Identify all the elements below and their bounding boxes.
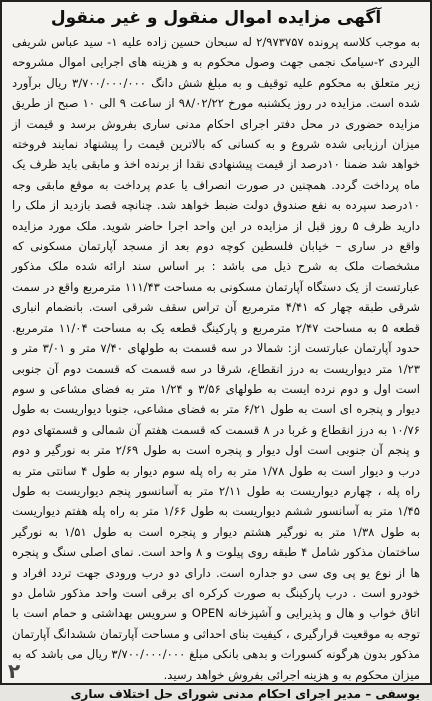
notice-signature: یوسفی – مدیر اجرای احکام مدنی شورای حل اختلاف ساری <box>70 687 420 701</box>
notice-body: به موجب کلاسه پرونده ۲/۹۷۳۷۵۷ له سبحان حسین زاده علیه ۱- سید عباس شریفی الیردی ۲-سیامک نجمی جهت وصول محکوم به و هزینه های اجرایی اموال مشروحه زیر متعلق به محکوم علیه توقیف و به مبلغ شش دانگ ۳/۷۰۰/۰۰۰/۰۰۰ ریال برآورد شده است. مزایده در روز یکشنبه مورخ ۹۸/۰۲/۲۲ از ساعت ۹ الی ۱۰ صبح از طریق مزایده حضوری در محل دفتر اجرای احکام مدنی ساری بفروش برسد و قیمت از میزان ارزیابی شده شروع و به کسانی که بالاترین قیمت را پیشنهاد نمایند فروخته خواهد شد ضمنا ۱۰درصد از قیمت پیشنهادی نقدا از برنده اخذ و مابقی باید ظرف یک ماه پرداخت گردد. همچنین در صورت انصراف یا عدم پرداخت به موقع مابقی وجه ۱۰درصد سپرده به نفع صندوق دولت ضبط خواهد شد. چنانچه قصد بازدید از ملک را دارید ظرف ۵ روز قبل از مزایده در این واحد اجرا حاضر شوید. ملک مورد مزایده واقع در ساری – خیابان فلسطین کوچه دوم بعد از مسجد آپارتمان مسکونی که مشخصات ملک به شرح ذیل می باشد : بر اساس سند ارائه شده ملک مذکور عبارتست از یک دستگاه آپارتمان مسکونی به مساحت ۱۱۱/۴۳ مترمربع واقع در سمت شرقی طبقه چهار که ۴/۴۱ مترمربع آن تراس سقف شرقی است. بانضمام انباری قطعه ۵ به مساحت ۲/۴۷ مترمربع و پارکینگ قطعه یک به مساحت ۱۱/۰۴ مترمربع. حدود آپارتمان عبارتست از: شمالا در سه قسمت به طولهای ۷/۴۰ متر و ۳/۰۱ متر و ۱/۲۳ متر دیواریست به درز انقطاع، شرقا در سه قسمت که قسمت دوم آن جنوبی است اول و دوم نرده ایست به طولهای ۳/۵۶ و ۱/۲۴ متر به فضای مشاعی و سوم دیوار و پنجره ای است به طول ۶/۲۱ متر به فضای مشاعی، جنوبا دیواریست به طول ۱۰/۷۶ به درز انقطاع و غربا در ۸ قسمت که قسمت هفتم آن شمالی و قسمتهای دوم و پنجم آن جنوبی است اول دیوار و پنجره است به طول ۲/۶۹ متر به نورگیر و دوم درب و دیوار است به طول ۱/۷۸ متر به راه پله سوم دیوار به طول ۴ سانتی متر به راه پله ، چهارم دیواریست به طول ۲/۱۱ متر به آسانسور پنجم دیواریست به طول ۱/۴۵ متر به آسانسور ششم دیواریست به طول ۱/۶۶ متر به راه پله هفتم دیواریست به طول ۱/۳۸ متر به نورگیر هشتم دیوار و پنجره است به طول ۱/۵۱ به نورگیر ساختمان مذکور شامل ۴ طبقه روی پیلوت و ۸ واحد است. نمای اصلی سنگ و پنجره ها از نوع یو پی وی سی دو جداره است. دارای دو درب ورودی جهت تردد افراد و خودرو است . درب پارکینگ به صورت کرکره ای برقی است واحد مذکور شامل دو اتاق خواب و هال و پذیرایی و آشپزخانه OPEN و سرویس بهداشتی و حمام است با توجه به موقعیت قرارگیری ، کیفیت بنای احداثی و مساحت آپارتمان ششدانگ آپارتمان مذکور بدون هرگونه کسورات و بدهی بانکی مبلغ ۳/۷۰۰/۰۰۰/۰۰۰ ریال می باشد که به میزان محکوم به و هزینه اجرائی بفروش خواهد رسید. <box>12 35 421 682</box>
page-mark: ۲ <box>8 659 21 683</box>
notice-title: آگهی مزایده اموال منقول و غیر منقول <box>50 8 382 28</box>
